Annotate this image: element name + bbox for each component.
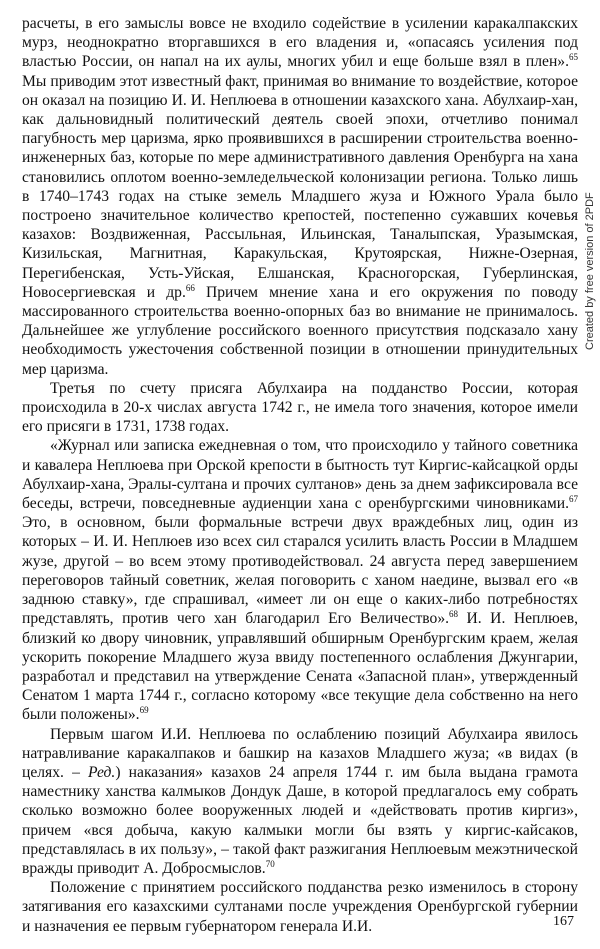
text-run: Третья по счету присяга Абулхаира на подданство России, которая происходила в 20-х числах августа 1742 г., не имела того значения, которое имели его присяги в 1731, 1738 годах. [22, 379, 578, 436]
text-run: И. И. Неплюев, близкий ко двору чиновник, управлявший обширным Оренбургским краем, желая ускорить покорение Младшего жуза ввиду постепенного ослабления Джунгарии, разработал и представил на утверждение Сената «Запасной план», утвержденный Сенатом 1 марта 1744 г., согласно которому «все текущие дела собственно на него были положены». [22, 610, 578, 724]
watermark-text: Created by free version of 2PDF [584, 192, 596, 350]
text-run: Мы приводим этот известный факт, принимая во внимание то воздействие, которое он оказал на позицию И. И. Неплюева в отношении казахского хана. Абулхаир-хан, как дальновидный политический деятель своей эпохи, отчетливо понимал пагубность мер царизма, ярко проявившихся в расширении строительства военно-инженерных баз, которые по мере административного давления Оренбурга на хана становились оплотом военно-земледельческой колонизации региона. Только лишь в 1740–1743 годах на стыке земель Младшего жуза и Южного Урала было построено значительное количество крепостей, постепенно сужавших кочевья казахов: Воздвиженная, Рассыльная, Ильинская, Таналыпская, Уразымская, Кизильская, Магнитная, Каракульская, Крутоярская, Нижне-Озерная, Перегибенская, Усть-Уйская, Елшанская, Красногорская, Губерлинская, Новосергиевская и др. [22, 72, 578, 301]
paragraph-p1 [22, 14, 578, 379]
paragraph-p5 [22, 878, 578, 936]
footnote-ref: 65 [569, 52, 578, 63]
footnote-ref: 67 [569, 493, 578, 504]
footnote-ref: 70 [265, 858, 275, 869]
text-run: Это, в основном, были формальные встречи двух враждебных лиц, один из которых – И. И. Неплюев изо всех сил старался усилить власть России в Младшем жузе, другой – во всем этому противодействовал. 24 августа перед завершением переговоров тайный советник, желая поговорить с ханом наедине, вызвал его «в заднюю ставку», где спрашивал, «имеет ли он еще о каких-либо потребностях представлять, против чего хан благодарил Его Величество». [22, 514, 578, 628]
footnote-ref: 68 [449, 609, 459, 620]
text-run: Причем мнение хана и его окружения по поводу массированного строительства военно-опорных баз во внимание не принималось. Дальнейшее же углубление российского военного присутствия подсказало хану необходимость ужесточения собственной позиции в отношении принудительных мер царизма. [22, 283, 578, 378]
text-run: ) наказания» казахов 24 апреля 1744 г. им была выдана грамота наместнику ханства калмыков Дондук Даше, в которой предлагалось ему собрать сколько возможно более вооруженных людей и «действовать против киргиз», причем «вся добыча, какую калмыки могли бы взять у киргис-кайсаков, представлялась в их пользу», – такой факт разжигания Неплюевым межэтнической вражды приводит А. Добросмыслов. [22, 763, 578, 877]
text-run: расчеты, в его замыслы вовсе не входило содействие в усилении каракалпакских мурз, неоднократно вторгавшихся в его владения и, «опасаясь усиления под властью России, он напал на их аулы, многих убил и еще больше взял в плен». [22, 15, 578, 71]
text-run: Положение с принятием российского подданства резко изменилось в сторону затягивания его казахскими султанами после учреждения Оренбургской губернии и назначения ее первым губернатором генерала И.И. [22, 879, 578, 935]
page-number: 167 [553, 914, 574, 929]
italic-text: Ред. [88, 763, 116, 781]
page-body [22, 14, 578, 936]
paragraph-p3 [22, 436, 578, 724]
footnote-ref: 69 [139, 705, 149, 716]
footnote-ref: 66 [185, 282, 195, 293]
paragraph-p2 [22, 379, 578, 437]
text-run: «Журнал или записка ежедневная о том, что происходило у тайного советника и кавалера Неплюева при Орской крепости в бытность тут Киргис-кайсацкой орды Абулхаир-хана, Эралы-султана и прочих султанов» день за днем зафиксировала все беседы, встречи, повседневные аудиенции хана с оренбургскими чиновниками. [22, 437, 578, 513]
paragraph-p4 [22, 725, 578, 879]
text-run: Первым шагом И.И. Неплюева по ослаблению позиций Абулхаира явилось натравливание каракалпаков и башкир на казахов Младшего жуза; «в видах (в целях. – [22, 725, 578, 781]
